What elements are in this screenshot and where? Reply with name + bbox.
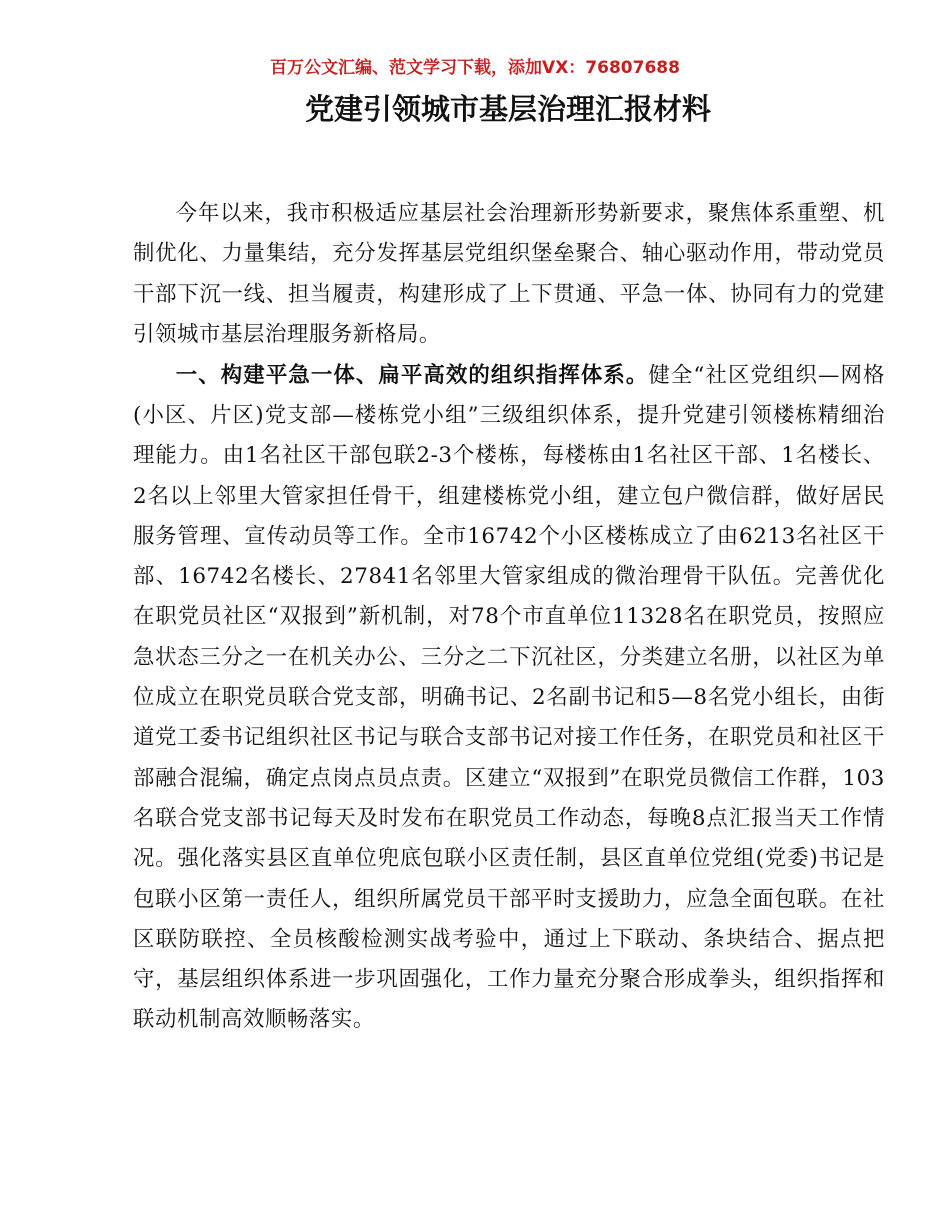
document-body [133,194,885,1041]
intro-paragraph-text: 今年以来，我市积极适应基层社会治理新形势新要求，聚焦体系重塑、机制优化、力量集结，充分发挥基层党组织堡垒聚合、轴心驱动作用，带动党员干部下沉一线、担当履责，构建形成了上下贯通、平急一体、协同有力的党建引领城市基层治理服务新格局。 [133,201,885,347]
document-title: 党建引领城市基层治理汇报材料 [304,92,711,126]
section-1-heading: 一、构建平急一体、扁平高效的组织指挥体系。 [175,362,649,388]
section-1-paragraph [133,356,885,1041]
watermark-text: 百万公文汇编、范文学习下载，添加VX：76807688 [270,58,680,78]
section-1-text: 健全“社区党组织—网格(小区、片区)党支部—楼栋党小组”三级组织体系，提升党建引领楼栋精细治理能力。由1名社区干部包联2-3个楼栋，每楼栋由1名社区干部、1名楼长、2名以上邻里大管家担任骨干，组建楼栋党小组，建立包户微信群，做好居民服务管理、宣传动员等工作。全市16742个小区楼栋成立了由6213名社区干部、16742名楼长、27841名邻里大管家组成的微治理骨干队伍。完善优化在职党员社区“双报到”新机制，对78个市直单位11328名在职党员，按照应急状态三分之一在机关办公、三分之二下沉社区，分类建立名册，以社区为单位成立在职党员联合党支部，明确书记、2名副书记和5—8名党小组长，由街道党工委书记组织社区书记与联合支部书记对接工作任务，在职党员和社区干部融合混编，确定点岗点员点责。区建立“双报到”在职党员微信工作群，103名联合党支部书记每天及时发布在职党员工作动态，每晚8点汇报当天工作情况。强化落实县区直单位兜底包联小区责任制，县区直单位党组(党委)书记是包联小区第一责任人，组织所属党员干部平时支援助力，应急全面包联。在社区联防联控、全员核酸检测实战考验中，通过上下联动、条块结合、据点把守，基层组织体系进一步巩固强化，工作力量充分聚合形成拳头，组织指挥和联动机制高效顺畅落实。 [133,362,885,1033]
intro-paragraph [133,194,885,355]
